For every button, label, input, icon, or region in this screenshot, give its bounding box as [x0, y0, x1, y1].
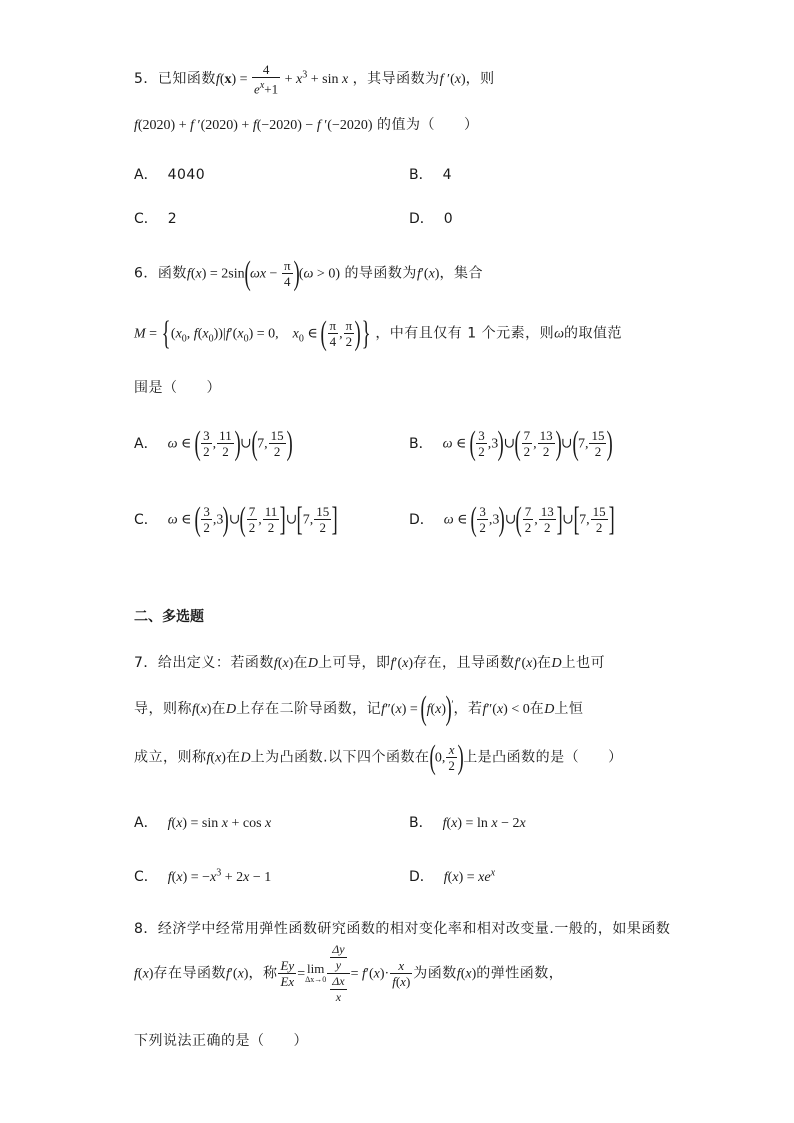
q7-option-d[interactable]: D． $f(x) = xe^x$ [409, 867, 496, 885]
section-title: 二、多选题 [134, 609, 204, 625]
q6-option-d[interactable]: D． ω ∈ ( $\frac{3}{2}$ ,3)∪( $\frac{7}{2}$ , $\frac{13}{2}$ ]∪[7, $\frac{15}{2}$ ] [409, 500, 615, 538]
q5-line2: f(2020) + f ′(2020) + f(−2020) − f ′(−2020) 的值为（ ） [134, 117, 479, 133]
q8-line1: 8．经济学中经常用弹性函数研究函数的相对变化率和相对改变量.一般的，如果函数 [134, 921, 671, 937]
q5-mid: ，其导函数为 [352, 71, 440, 88]
q5-line2-text: 的值为（ ） [376, 117, 479, 133]
q5-suffix: ，则 [465, 71, 495, 88]
q5-line1: 5．已知函数f(x) = $\frac{4}{e^x+1}$ + $x^3 + \sin x$ ，其导函数为f ′(x)，则 [134, 62, 495, 97]
q6-line2: $M = \{(x_0$, $f(x_0))|f'(x_0) = 0$, $x_0$ ∈ ( $\frac{\pi}{4}$ , $\frac{\pi}{2}$ )} ，中有且仅有 1 个元素，则ω的取值范 [134, 314, 623, 352]
q6-option-a[interactable]: A． ω ∈ ( $\frac{3}{2}$ , $\frac{11}{2}$ )∪(7, $\frac{15}{2}$ ) [134, 424, 293, 462]
q7-option-a[interactable]: A． f(x) = sin x + cos x [134, 815, 272, 831]
q5-option-a[interactable]: A． 4040 [134, 167, 206, 183]
q7-line2: 导，则称f(x)在D上存在二阶导函数，记f″(x) = (f(x))′，若f″(x) < 0在D上恒 [134, 690, 584, 727]
q8-line3: 下列说法正确的是（ ） [134, 1033, 308, 1049]
q6-line3: 围是（ ） [134, 380, 221, 396]
q5-prefix: 5．已知函数 [134, 71, 216, 88]
q5-fraction: $\frac{4}{e^x+1}$ [254, 62, 279, 97]
q5-option-d[interactable]: D． 0 [409, 211, 454, 227]
q5-option-c[interactable]: C． 2 [134, 211, 178, 227]
q7-option-c[interactable]: C． $f(x) = -x^3 + 2x - 1$ [134, 867, 272, 885]
q7-option-b[interactable]: B． f(x) = ln x − 2x [409, 815, 526, 831]
q7-line1: 7．给出定义：若函数f(x)在D上可导，即f′(x)存在，且导函数f′(x)在D上也可 [134, 655, 606, 671]
q7-line3: 成立，则称f(x)在D上为凸函数.以下四个函数在(0, $\frac{x}{2}$ )上是凸函数的是（ ） [134, 738, 623, 776]
q6-option-c[interactable]: C． ω ∈ ( $\frac{3}{2}$ ,3)∪( $\frac{7}{2}$ , $\frac{11}{2}$ ]∪[7, $\frac{15}{2}$ ] [134, 500, 338, 538]
q5-option-b[interactable]: B． 4 [409, 167, 453, 183]
q6-option-b[interactable]: B． ω ∈ ( $\frac{3}{2}$ ,3)∪( $\frac{7}{2}$ , $\frac{13}{2}$ )∪(7, $\frac{15}{2}$ ) [409, 424, 614, 462]
q8-line2: f(x)存在导函数f′(x)，称 $\frac{Ey}{Ex}$ = lim Δx→0 $\frac{\frac{\Delta y}{y}}{\frac{\Delta x}{x}}$ = f′(x)· $\frac{x}{f(x)}$ 为函数f(x)的弹性函数， [134, 942, 564, 1004]
q6-line1: 6．函数f(x) = 2sin(ωx − $\frac{\pi}{4}$ )(ω > 0) 的导函数为f′(x)，集合 [134, 254, 483, 292]
